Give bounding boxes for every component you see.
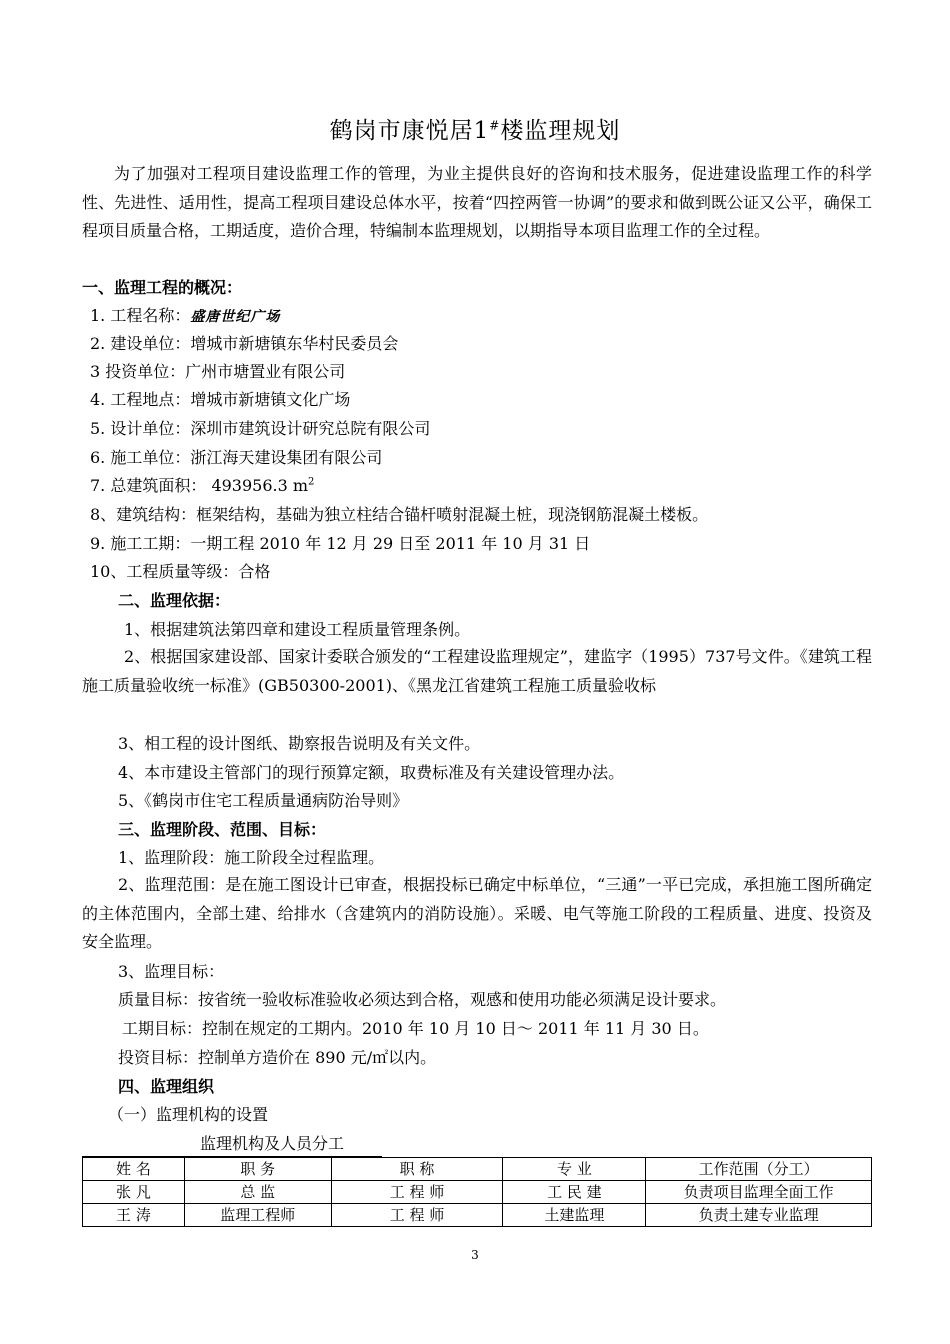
section4-heading: 四、监理组织 [118, 1077, 215, 1096]
basis-item-4: 4、本市建设主管部门的现行预算定额，取费标准及有关建设管理办法。 [118, 763, 625, 782]
supervision-stage: 1、监理阶段：施工阶段全过程监理。 [118, 848, 385, 867]
goal-cost: 投资目标：控制单方造价在 890 元/㎡以内。 [118, 1048, 437, 1067]
construction-unit: 6. 施工单位：浙江海天建设集团有限公司 [90, 448, 383, 467]
goal-quality: 质量目标：按省统一验收标准验收必须达到合格，观感和使用功能必须满足设计要求。 [118, 990, 727, 1009]
cell-major: 土建监理 [503, 1204, 646, 1227]
design-unit: 5. 设计单位：深圳市建筑设计研究总院有限公司 [90, 419, 431, 438]
total-area-sup: 2 [308, 476, 315, 488]
page-title [0, 112, 950, 145]
table-row [83, 1181, 872, 1204]
section3-heading: 三、监理阶段、范围、目标： [118, 820, 327, 839]
basis-item-5: 5、《鹤岗市住宅工程质量通病防治导则》 [118, 791, 409, 810]
project-name [90, 304, 880, 329]
construction-period: 9. 施工工期：一期工程 2010 年 12 月 29 日至 2011 年 10 月 31 日 [90, 534, 591, 553]
cell-title: 工 程 师 [331, 1181, 503, 1204]
basis-item-2: 2、根据国家建设部、国家计委联合颁发的“工程建设监理规定”，建监字（1995）737号文件。《建筑工程施工质量验收统一标准》(GB50300-2001)、《黑龙江省建筑工程施工质量验收标 [82, 647, 872, 695]
staff-table [82, 1157, 872, 1227]
goal-time: 工期目标：控制在规定的工期内。2010 年 10 月 10 日～ 2011 年 11 月 30 日。 [122, 1019, 709, 1038]
col-scope: 工作范围（分工） [646, 1158, 872, 1181]
table-header-row [83, 1158, 872, 1181]
section1-heading: 一、监理工程的概况： [82, 278, 243, 297]
table-row [83, 1204, 872, 1227]
section2-heading: 二、监理依据： [118, 591, 231, 610]
title-tail: 楼监理规划 [500, 118, 621, 144]
cell-position: 监理工程师 [184, 1204, 331, 1227]
col-major: 专 业 [503, 1158, 646, 1181]
building-structure: 8、建筑结构：框架结构，基础为独立柱结合锚杆喷射混凝土桩，现浇钢筋混凝土楼板。 [90, 505, 709, 524]
supervision-scope: 2、监理范围：是在施工图设计已审查，根据投标已确定中标单位，“三通”一平已完成，承担施工图所确定的主体范围内，全部土建、给排水（含建筑内的消防设施）。采暖、电气等施工阶段的工程质量、进度、投资及安全监理。 [82, 875, 872, 952]
page-number: 3 [471, 1248, 479, 1262]
basis-item-1: 1、根据建筑法第四章和建设工程质量管理条例。 [124, 620, 471, 639]
col-position: 职 务 [184, 1158, 331, 1181]
project-name-label: 1. 工程名称： [90, 306, 191, 325]
cell-name: 张 凡 [83, 1181, 185, 1204]
title-sup: # [489, 118, 501, 133]
intro-paragraph: 为了加强对工程项目建设监理工作的管理，为业主提供良好的咨询和技术服务，促进建设监理工作的科学性、先进性、适用性，提高工程项目建设总体水平，按着“四控两管一协调”的要求和做到既公证又公平，确保工程项目质量合格，工期适度，造价合理，特编制本监理规划，以期指导本项目监理工作的全过程。 [82, 164, 872, 241]
section4-sub: （一）监理机构的设置 [108, 1105, 269, 1124]
quality-grade: 10、工程质量等级：合格 [90, 562, 271, 581]
builder-unit: 2. 建设单位：增城市新塘镇东华村民委员会 [90, 334, 399, 353]
cell-scope: 负责土建专业监理 [646, 1204, 872, 1227]
cell-title: 工 程 师 [331, 1204, 503, 1227]
cell-scope: 负责项目监理全面工作 [646, 1181, 872, 1204]
table-caption: 监理机构及人员分工 [82, 1132, 382, 1157]
total-area-label: 7. 总建筑面积： 493956.3 m [90, 476, 309, 495]
total-area [90, 474, 880, 498]
project-name-value: 盛唐世纪广场 [190, 309, 281, 325]
project-location: 4. 工程地点：增城市新塘镇文化广场 [90, 390, 351, 409]
col-title: 职 称 [331, 1158, 503, 1181]
title-main: 鹤岗市康悦居1 [329, 118, 490, 144]
goal-heading: 3、监理目标： [118, 962, 225, 981]
basis-item-3: 3、相工程的设计图纸、勘察报告说明及有关文件。 [118, 734, 481, 753]
cell-name: 王 涛 [83, 1204, 185, 1227]
col-name: 姓 名 [83, 1158, 185, 1181]
investor-unit: 3 投资单位：广州市塘置业有限公司 [90, 362, 346, 381]
cell-major: 工 民 建 [503, 1181, 646, 1204]
cell-position: 总 监 [184, 1181, 331, 1204]
